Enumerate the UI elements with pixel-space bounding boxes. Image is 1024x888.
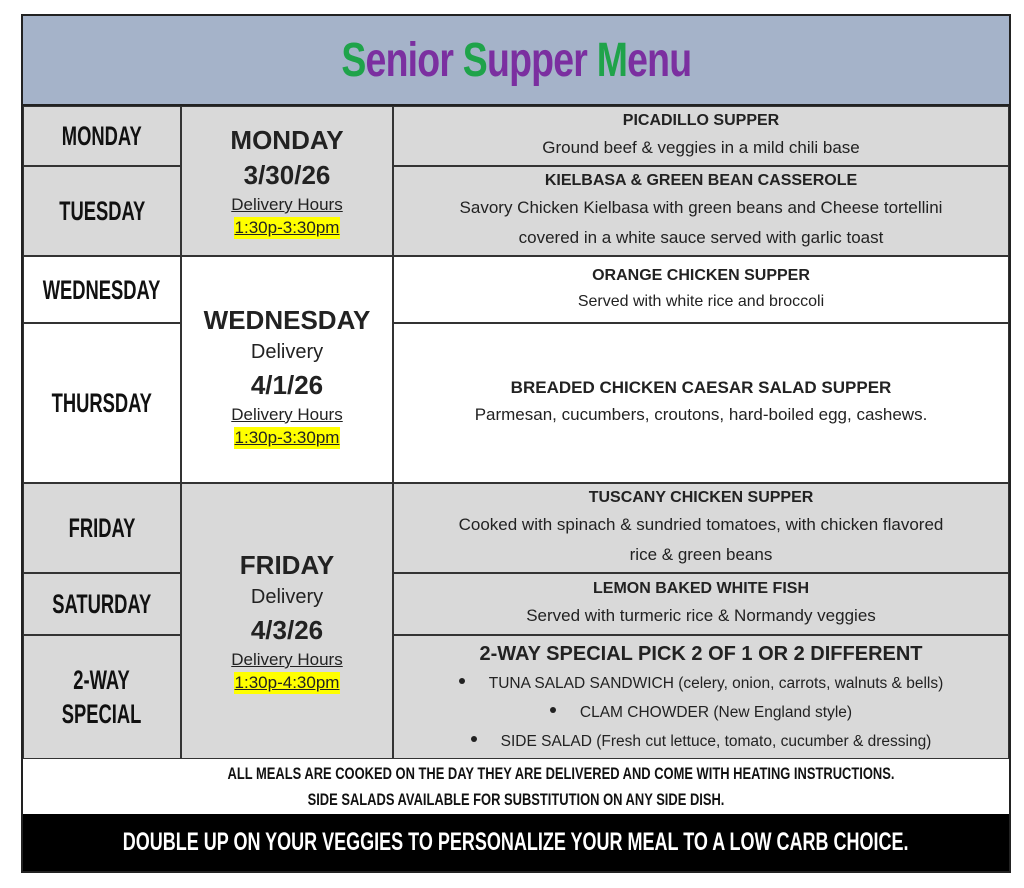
meal-tuesday: [393, 166, 1009, 256]
meal-saturday: [393, 573, 1009, 635]
meal-monday: [393, 106, 1009, 166]
special-title: 2-WAY SPECIAL PICK 2 OF 1 OR 2 DIFFERENT: [479, 642, 923, 665]
meal-description: Savory Chicken Kielbasa with green beans and Cheese tortellini: [459, 198, 943, 217]
meal-description: covered in a white sauce served with garlic toast: [518, 228, 884, 247]
delivery-block-wednesday: [181, 256, 393, 483]
day-label-tuesday: TUESDAY: [23, 166, 181, 256]
delivery-date: 4/3/26: [250, 615, 324, 645]
meal-description: Parmesan, cucumbers, croutons, hard-boiled egg, cashews.: [474, 405, 928, 424]
meal-name: ORANGE CHICKEN SUPPER: [592, 266, 810, 284]
delivery-hours: 1:30p-3:30pm: [234, 427, 340, 447]
day-label-thursday: THURSDAY: [23, 323, 181, 483]
delivery-hours-label: Delivery Hours: [231, 404, 343, 424]
delivery-hours: 1:30p-3:30pm: [234, 218, 340, 237]
meal-name: TUSCANY CHICKEN SUPPER: [588, 489, 814, 506]
meal-name: PICADILLO SUPPER: [622, 112, 780, 129]
meal-description: rice & green beans: [629, 545, 773, 564]
footer-text: DOUBLE UP ON YOUR VEGGIES TO PERSONALIZE YOUR MEAL TO A LOW CARB CHOICE.: [123, 828, 909, 856]
meal-description: Served with white rice and broccoli: [577, 292, 825, 310]
day-label-saturday: SATURDAY: [23, 573, 181, 635]
delivery-date: 3/30/26: [243, 160, 331, 190]
delivery-block-monday: [181, 106, 393, 256]
delivery-day: FRIDAY: [239, 550, 335, 580]
meal-description: Served with turmeric rice & Normandy veggies: [526, 606, 876, 625]
meal-wednesday: [393, 256, 1009, 323]
list-item: SIDE SALAD (Fresh cut lettuce, tomato, cucumber & dressing): [471, 727, 932, 756]
meal-name: LEMON BAKED WHITE FISH: [593, 580, 809, 597]
day-label-wednesday: WEDNESDAY: [23, 256, 181, 323]
notes-section: [23, 759, 1009, 814]
title-bar: [23, 16, 1009, 106]
meal-name: BREADED CHICKEN CAESAR SALAD SUPPER: [510, 378, 892, 397]
bullet-icon: [471, 736, 477, 742]
delivery-block-friday: [181, 483, 393, 759]
bullet-icon: [550, 707, 556, 713]
meal-name: KIELBASA & GREEN BEAN CASSEROLE: [544, 172, 858, 189]
delivery-word: Delivery: [250, 340, 324, 363]
meal-special: [393, 635, 1009, 759]
day-label-special: 2-WAY SPECIAL: [23, 635, 181, 759]
delivery-date: 4/1/26: [250, 369, 324, 400]
bullet-icon: [459, 678, 465, 684]
meal-friday: [393, 483, 1009, 573]
delivery-day: WEDNESDAY: [203, 304, 371, 335]
delivery-hours: 1:30p-4:30pm: [234, 673, 340, 692]
meal-description: Ground beef & veggies in a mild chili base: [542, 138, 860, 157]
delivery-day: MONDAY: [230, 125, 344, 155]
day-label-friday: FRIDAY: [23, 483, 181, 573]
list-item: TUNA SALAD SANDWICH (celery, onion, carrots, walnuts & bells): [459, 669, 944, 698]
delivery-hours-label: Delivery Hours: [231, 195, 343, 214]
delivery-hours-label: Delivery Hours: [231, 650, 343, 669]
footer-banner: [23, 814, 1009, 871]
day-label-monday: MONDAY: [23, 106, 181, 166]
meal-thursday: [393, 323, 1009, 483]
delivery-word: Delivery: [250, 586, 324, 608]
note-line: ALL MEALS ARE COOKED ON THE DAY THEY ARE DELIVERED AND COME WITH HEATING INSTRUCTIONS.: [227, 764, 895, 783]
note-line: SIDE SALADS AVAILABLE FOR SUBSTITUTION ON ANY SIDE DISH.: [307, 790, 725, 809]
meal-description: Cooked with spinach & sundried tomatoes, with chicken flavored: [458, 515, 944, 534]
page-title: Senior Supper Menu: [340, 34, 692, 87]
list-item: CLAM CHOWDER (New England style): [550, 698, 852, 727]
